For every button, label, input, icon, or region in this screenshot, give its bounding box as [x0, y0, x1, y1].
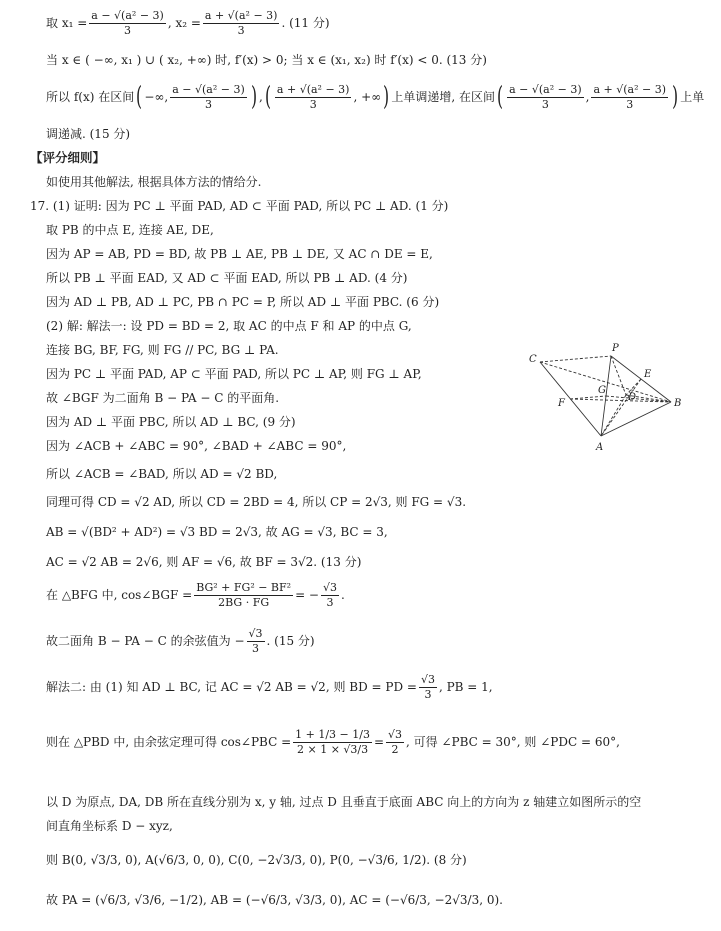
- text: =: [373, 735, 385, 749]
- text: .: [341, 588, 345, 602]
- line-25: [46, 720, 620, 764]
- label-D: D: [628, 392, 637, 403]
- line-8: 取 PB 的中点 E, 连接 AE, DE,: [46, 223, 214, 237]
- numerator: a − √(a² − 3): [509, 82, 582, 96]
- line-12: (2) 解: 解法一: 设 PD = BD = 2, 取 AC 的中点 F 和 AP 的中点 G,: [46, 319, 412, 333]
- line-6: 如使用其他解法, 根据具体方法的情给分.: [46, 175, 262, 189]
- line-16: 因为 AD ⊥ 平面 PBC, 所以 AD ⊥ BC, (9 分): [46, 415, 296, 429]
- fraction: [293, 728, 372, 757]
- denominator: 3: [237, 23, 245, 37]
- denominator: 3: [124, 23, 132, 37]
- numerator: √3: [248, 626, 263, 640]
- text: 取 x: [46, 16, 69, 30]
- label-P: P: [612, 343, 619, 354]
- denominator: 3: [424, 687, 432, 701]
- line-27: 间直角坐标系 D − xyz,: [46, 819, 173, 833]
- line-4: 调递减. (15 分): [46, 127, 131, 141]
- paren: (: [136, 82, 143, 112]
- line-1: [46, 8, 330, 38]
- numerator: a − √(a² − 3): [91, 8, 164, 22]
- fraction: [194, 581, 293, 610]
- label-C: C: [529, 354, 537, 365]
- line-24: [46, 672, 493, 702]
- text: ,: [585, 90, 590, 104]
- line-17: 因为 ∠ACB + ∠ABC = 90°, ∠BAD + ∠ABC = 90°,: [46, 439, 347, 453]
- label-B: B: [674, 398, 682, 409]
- line-13: 连接 BG, BF, FG, 则 FG // PC, BG ⊥ PA.: [46, 343, 279, 357]
- text: 上单调递增, 在区间: [391, 90, 495, 104]
- edge-FG: [570, 396, 606, 399]
- fraction: [89, 9, 166, 38]
- line-18: 所以 ∠ACB = ∠BAD, 所以 AD = √2 BD,: [46, 467, 278, 481]
- text: . (15 分): [266, 634, 315, 648]
- line-19: 同理可得 CD = √2 AD, 所以 CD = 2BD = 4, 所以 CP = 2√3, 则 FG = √3.: [46, 495, 467, 509]
- label-A: A: [596, 442, 604, 453]
- problem-17-line: 17. (1) 证明: 因为 PC ⊥ 平面 PAD, AD ⊂ 平面 PAD, 所以 PC ⊥ AD. (1 分): [30, 199, 449, 213]
- numerator: a − √(a² − 3): [172, 82, 245, 96]
- denominator: 3: [252, 641, 260, 655]
- text: 故二面角 B − PA − C 的余弦值为 −: [46, 634, 245, 648]
- label-E: E: [644, 369, 652, 380]
- denominator: 3: [309, 97, 317, 111]
- fraction: [507, 83, 584, 112]
- numerator: BG² + FG² − BF²: [196, 580, 292, 594]
- paren: (: [264, 82, 271, 112]
- paren: (: [496, 82, 504, 112]
- fraction: [275, 83, 352, 112]
- denominator: 2BG · FG: [218, 595, 270, 609]
- paren: ): [672, 82, 679, 112]
- numerator: a + √(a² − 3): [593, 82, 667, 96]
- line-14: 因为 PC ⊥ 平面 PAD, AP ⊂ 平面 PAD, 所以 PC ⊥ AP, 则 FG ⊥ AP,: [46, 367, 422, 381]
- fraction: [419, 673, 437, 702]
- denominator: 3: [205, 97, 212, 111]
- text: , +∞: [353, 90, 382, 104]
- text: −∞,: [144, 90, 169, 104]
- line-28: 则 B(0, √3/3, 0), A(√6/3, 0, 0), C(0, −2√3/3, 0), P(0, −√3/6, 1/2). (8 分): [46, 853, 467, 867]
- text: . (11 分): [281, 16, 330, 30]
- fraction: [203, 9, 280, 38]
- line-21: AC = √2 AB = 2√6, 则 AF = √6, 故 BF = 3√2. (13 分): [46, 555, 362, 569]
- numerator: √3: [388, 727, 403, 741]
- fraction: [386, 728, 404, 757]
- text: , x₂ =: [167, 16, 201, 30]
- section-heading: 【评分细则】: [30, 150, 106, 165]
- label-G: G: [598, 385, 606, 396]
- numerator: a + √(a² − 3): [204, 8, 278, 22]
- line-22: [46, 580, 345, 610]
- numerator: √3: [323, 580, 338, 594]
- text: , 可得 ∠PBC = 30°, 则 ∠PDC = 60°,: [406, 735, 620, 749]
- edge-AB: [601, 402, 671, 436]
- text: ,: [258, 90, 263, 104]
- text: 上单: [680, 90, 705, 104]
- line-11: 因为 AD ⊥ PB, AD ⊥ PC, PB ∩ PC = P, 所以 AD ⊥ 平面 PBC. (6 分): [46, 295, 440, 309]
- denominator: 2: [391, 742, 399, 756]
- numerator: a + √(a² − 3): [276, 82, 350, 96]
- text: 在 △BFG 中, cos∠BGF =: [46, 588, 193, 602]
- denominator: 2 × 1 × √3/3: [296, 742, 369, 756]
- text: = −: [295, 588, 319, 602]
- numerator: 1 + 1/3 − 1/3: [295, 727, 370, 741]
- text: 所以 f(x) 在区间: [46, 90, 135, 104]
- text: 则在 △PBD 中, 由余弦定理可得 cos∠PBC =: [46, 735, 292, 749]
- denominator: 3: [326, 595, 334, 609]
- fraction: [321, 581, 339, 610]
- line-3: [46, 82, 704, 112]
- numerator: √3: [420, 672, 435, 686]
- edge-CP: [540, 356, 611, 362]
- line-26: 以 D 为原点, DA, DB 所在直线分别为 x, y 轴, 过点 D 且垂直于底面 ABC 向上的方向为 z 轴建立如图所示的空: [46, 795, 642, 809]
- line-20: AB = √(BD² + AD²) = √3 BD = 2√3, 故 AG = √3, BC = 3,: [46, 525, 388, 539]
- text: 解法二: 由 (1) 知 AD ⊥ BC, 记 AC = √2 AB = √2, 则 BD = PD =: [46, 680, 417, 694]
- line-23: [46, 626, 315, 656]
- paren: ): [250, 82, 257, 112]
- line-2: 当 x ∈ ( −∞, x₁ ) ∪ ( x₂, +∞) 时, f′(x) > 0; 当 x ∈ (x₁, x₂) 时 f′(x) < 0. (13 分): [46, 53, 487, 67]
- geometry-figure: [526, 340, 696, 458]
- paren: ): [383, 82, 390, 112]
- line-9: 因为 AP = AB, PD = BD, 故 PB ⊥ AE, PB ⊥ DE, 又 AC ∩ DE = E,: [46, 247, 433, 261]
- line-29: 故 PA = (√6/3, √3/6, −1/2), AB = (−√6/3, √3/3, 0), AC = (−√6/3, −2√3/3, 0).: [46, 893, 503, 907]
- label-F: F: [558, 398, 565, 409]
- denominator: 3: [626, 97, 634, 111]
- text: ₁ =: [68, 16, 88, 30]
- fraction: [247, 627, 265, 656]
- line-10: 所以 PB ⊥ 平面 EAD, 又 AD ⊂ 平面 EAD, 所以 PB ⊥ AD. (4 分): [46, 271, 408, 285]
- fraction: [591, 83, 668, 112]
- text: , PB = 1,: [438, 680, 493, 694]
- fraction: [170, 83, 247, 112]
- denominator: 3: [541, 97, 549, 111]
- line-15: 故 ∠BGF 为二面角 B − PA − C 的平面角.: [46, 391, 280, 405]
